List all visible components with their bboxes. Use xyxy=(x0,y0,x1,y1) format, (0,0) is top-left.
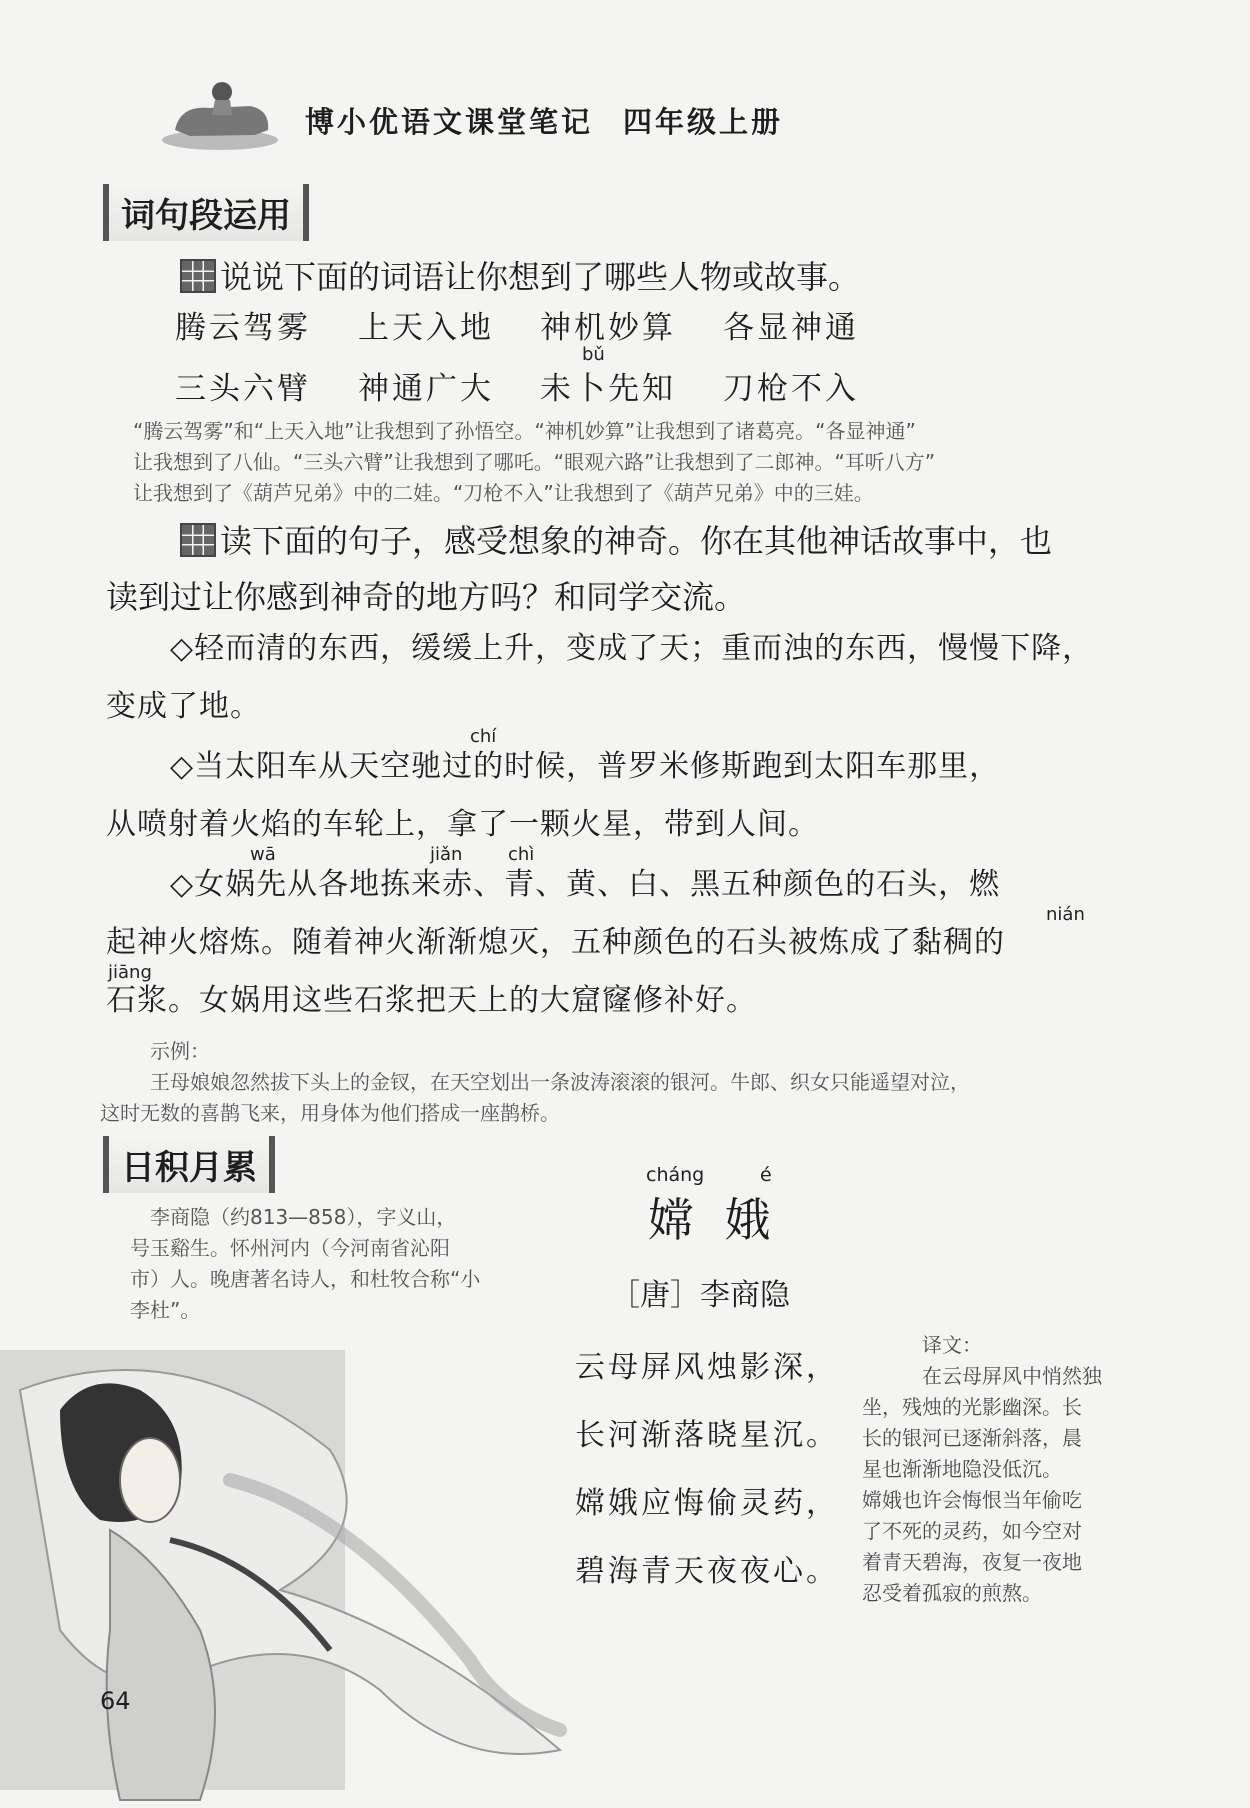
header-title: 博小优语文课堂笔记 四年级上册 xyxy=(305,105,784,139)
pinyin-jian: jiǎn xyxy=(430,844,463,865)
page-number: 64 xyxy=(100,1687,131,1715)
section-tag-accumulate: 日积月累 xyxy=(103,1136,275,1193)
word-item: 各显神通 xyxy=(723,310,859,346)
poem-title: 嫦 娥 xyxy=(648,1193,779,1247)
question-2-cont: 读到过让你感到神奇的地方吗？和同学交流。 xyxy=(106,578,747,616)
question-2: 读下面的句子，感受想象的神奇。你在其他神话故事中，也 xyxy=(180,516,1052,562)
word-item: 神通广大 xyxy=(358,371,494,407)
poem-author: ［唐］李商隐 xyxy=(610,1278,790,1313)
poem-line: 碧海青天夜夜心。 xyxy=(575,1554,839,1589)
title-pinyin-chang: cháng xyxy=(646,1164,705,1186)
author-note: 李商隐（约813—858），字义山， 号玉谿生。怀州河内（今河南省沁阳 市）人。晚唐著名诗人，和杜牧合称“小 李杜”。 xyxy=(130,1205,481,1322)
sentence-2: ◇当太阳车从天空驰过的时候，普罗米修斯跑到太阳车那里， 从喷射着火焰的车轮上，拿了一颗火星，带到人间。 xyxy=(106,749,1001,842)
header-ox-illustration xyxy=(160,70,280,150)
word-item: 三头六臂 xyxy=(175,371,311,407)
pinyin-chi2: chì xyxy=(508,844,535,865)
cube-icon xyxy=(180,259,216,293)
word-item: 刀枪不入 xyxy=(723,371,859,407)
pinyin-bu: bǔ xyxy=(582,344,605,365)
sentence-3: ◇女娲先从各地拣来赤、青、黄、白、黑五种颜色的石头，燃 起神火熔炼。随着神火渐渐熄灭，五种颜色的石头被炼成了黏稠的 石浆。女娲用这些石浆把天上的大窟窿修补好。 xyxy=(106,867,1005,1018)
pinyin-nian: nián xyxy=(1046,904,1085,925)
cube-icon xyxy=(180,523,216,557)
word-item: 上天入地 xyxy=(358,310,494,346)
poem-line: 长河渐落晓星沉。 xyxy=(575,1418,839,1453)
answer-1: “腾云驾雾”和“上天入地”让我想到了孙悟空。“神机妙算”让我想到了诸葛亮。“各显神通” 让我想到了八仙。“三头六臂”让我想到了哪吒。“眼观六路”让我想到了二郎神。“耳听八方” 让我想到了《葫芦兄弟》中的二娃。“刀枪不入”让我想到了《葫芦兄弟》中的三娃。 xyxy=(133,419,936,505)
word-item: 未卜先知 xyxy=(540,371,676,407)
pinyin-wa: wā xyxy=(250,844,276,865)
section-tag-words: 词句段运用 xyxy=(103,184,309,241)
poem-line: 云母屏风烛影深， xyxy=(575,1350,839,1385)
title-pinyin-e: é xyxy=(760,1164,772,1186)
question-1: 说说下面的词语让你想到了哪些人物或故事。 xyxy=(180,252,860,298)
word-item: 神机妙算 xyxy=(540,310,676,346)
example-answer: 示例： 王母娘娘忽然拔下头上的金钗，在天空划出一条波涛滚滚的银河。牛郎、织女只能遥望对泣， 这时无数的喜鹊飞来，用身体为他们搭成一座鹊桥。 xyxy=(100,1039,970,1125)
poem-line: 嫦娥应悔偷灵药， xyxy=(575,1486,839,1521)
change-illustration xyxy=(0,1330,600,1808)
sentence-1: ◇轻而清的东西，缓缓上升，变成了天；重而浊的东西，慢慢下降， 变成了地。 xyxy=(106,631,1094,724)
pinyin-jiang: jiāng xyxy=(108,962,152,983)
pinyin-chi: chí xyxy=(470,726,497,747)
word-item: 腾云驾雾 xyxy=(175,310,311,346)
translation: 译文： 在云母屏风中悄然独 坐，残烛的光影幽深。长 长的银河已逐渐斜落，晨 星也渐渐地隐没低沉。 嫦娥也许会悔恨当年偷吃 了不死的灵药，如今空对 着青天碧海，夜复一夜地 忍受着孤寂的煎熬。 xyxy=(862,1333,1102,1605)
